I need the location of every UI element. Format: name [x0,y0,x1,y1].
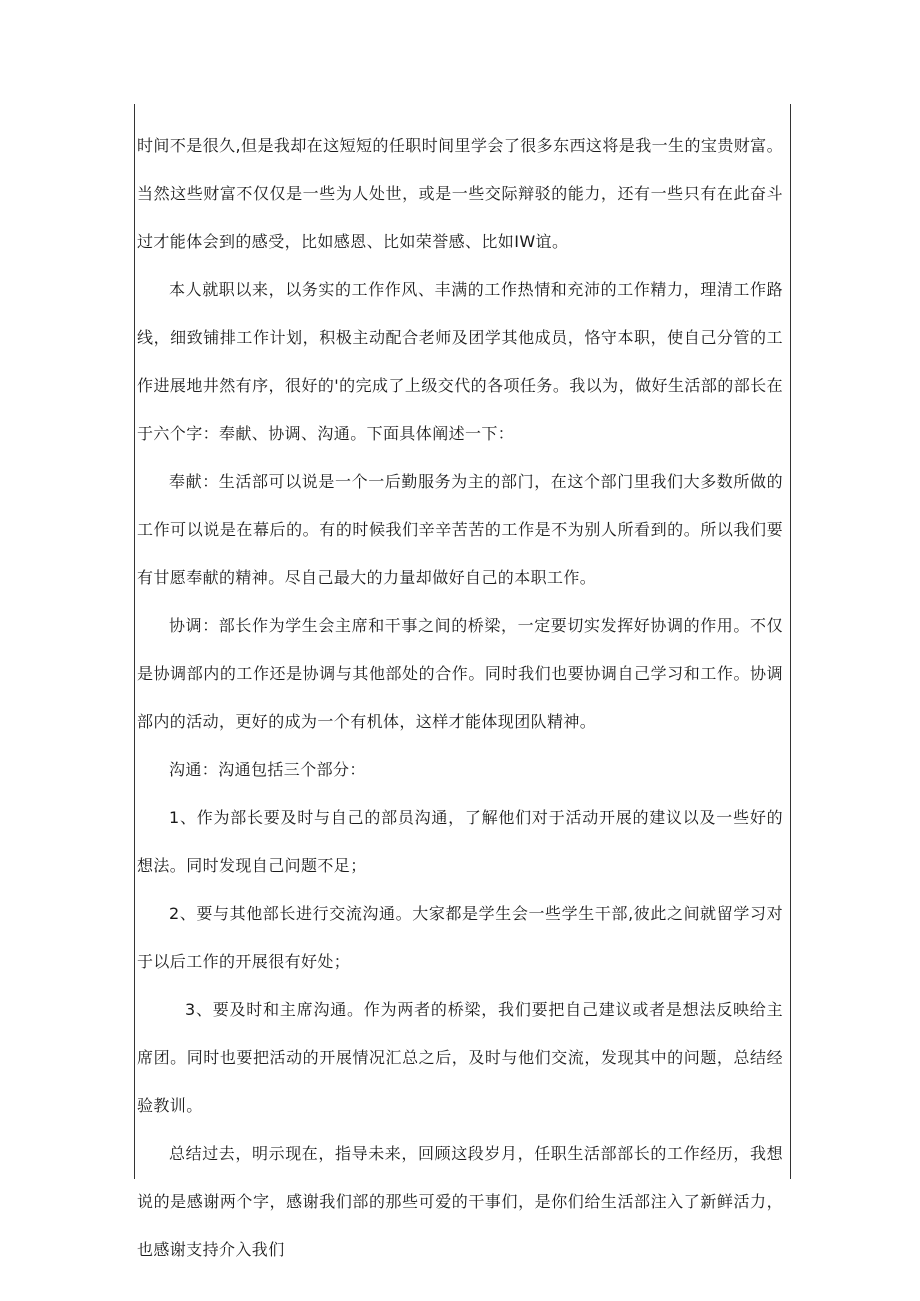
list-item-2: 2、要与其他部长进行交流沟通。大家都是学生会一些学生干部,彼此之间就留学习对于以后工作的开展很有好处； [137,904,783,971]
document-body [137,122,783,1274]
paragraph-communication-intro: 沟通：沟通包括三个部分： [169,760,366,779]
paragraph-work-summary: 本人就职以来，以务实的工作作风、丰满的工作热情和充沛的工作精力，理清工作路线，细致铺排工作计划，积极主动配合老师及团学其他成员，恪守本职，使自己分管的工作进展地井然有序，很好的'的完成了上级交代的各项任务。我以为，做好生活部的部长在于六个字：奉献、协调、沟通。下面具体阐述一下： [137,280,783,443]
list-item-3: 3、要及时和主席沟通。作为两者的桥梁，我们要把自己建议或者是想法反映给主席团。同时也要把活动的开展情况汇总之后，及时与他们交流，发现其中的问题，总结经验教训。 [137,1000,783,1115]
paragraph-dedication: 奉献：生活部可以说是一个一后勤服务为主的部门，在这个部门里我们大多数所做的工作可以说是在幕后的。有的时候我们辛辛苦苦的工作是不为别人所看到的。所以我们要有甘愿奉献的精神。尽自己最大的力量却做好自己的本职工作。 [137,472,783,587]
paragraph-conclusion: 总结过去，明示现在，指导未来，回顾这段岁月，任职生活部部长的工作经历，我想说的是感谢两个字，感谢我们部的那些可爱的干事们，是你们给生活部注入了新鲜活力，也感谢支持介入我们 [137,1144,783,1259]
paragraph-coordination: 协调：部长作为学生会主席和干事之间的桥梁，一定要切实发挥好协调的作用。不仅是协调部内的工作还是协调与其他部处的合作。同时我们也要协调自己学习和工作。协调部内的活动，更好的成为一个有机体，这样才能体现团队精神。 [137,616,783,731]
list-item-1: 1、作为部长要及时与自己的部员沟通，了解他们对于活动开展的建议以及一些好的想法。同时发现自己问题不足； [137,808,783,875]
paragraph-continuation: 时间不是很久,但是我却在这短短的任职时间里学会了很多东西这将是我一生的宝贵财富。当然这些财富不仅仅是一些为人处世，或是一些交际辩驳的能力，还有一些只有在此奋斗过才能体会到的感受，比如感恩、比如荣誉感、比如IW谊。 [137,136,783,251]
